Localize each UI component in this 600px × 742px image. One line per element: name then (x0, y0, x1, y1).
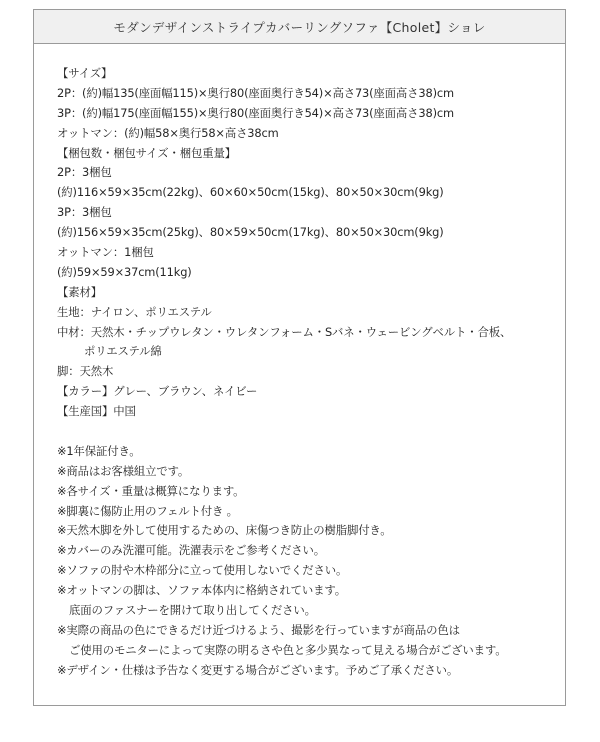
pack-3p-count: 3P：3梱包 (57, 205, 112, 220)
pack-ottoman-detail: (約)59×59×37cm(11kg) (57, 264, 192, 279)
material-fabric: 生地：ナイロン、ポリエステル (57, 304, 212, 319)
color-line: 【カラー】グレー、ブラウン、ネイビー (57, 384, 258, 399)
product-spec-panel (33, 9, 566, 706)
product-title: モダンデザインストライプカバーリングソファ【Cholet】ショレ (113, 19, 486, 35)
panel-header (34, 10, 565, 44)
size-heading: 【サイズ】 (57, 66, 113, 80)
note-washable: ※カバーのみ洗濯可能。洗濯表示をご参考ください。 (57, 543, 325, 558)
pack-2p-count: 2P：3梱包 (57, 165, 112, 180)
size-2p: 2P：(約)幅135(座面幅115)×奥行80(座面奥行き54)×高さ73(座面高さ38)cm (57, 85, 454, 100)
material-filling-cont: ポリエステル綿 (84, 344, 162, 359)
pack-ottoman-count: オットマン：1梱包 (57, 245, 154, 260)
material-heading: 【素材】 (57, 284, 102, 299)
note-resin-leg: ※天然木脚を外して使用するための、床傷つき防止の樹脂脚付き。 (57, 523, 392, 538)
size-3p: 3P：(約)幅175(座面幅155)×奥行80(座面奥行き54)×高さ73(座面高さ38)cm (57, 105, 454, 120)
note-armrest: ※ソファの肘や木枠部分に立って使用しないでください。 (57, 563, 348, 578)
spec-content (57, 64, 562, 681)
note-warranty: ※1年保証付き。 (57, 443, 141, 458)
note-felt: ※脚裏に傷防止用のフェルト付き 。 (57, 503, 238, 518)
note-assembly: ※商品はお客様組立です。 (57, 463, 190, 478)
pack-2p-detail: (約)116×59×35cm(22kg)、60×60×50cm(15kg)、80×50×30cm(9kg) (57, 185, 444, 200)
origin-line: 【生産国】中国 (57, 404, 136, 419)
material-leg: 脚：天然木 (57, 364, 114, 379)
note-color-diff: ※実際の商品の色にできるだけ近づけるよう、撮影を行っていますが商品の色は (57, 622, 460, 637)
size-ottoman: オットマン：(約)幅58×奥行58×高さ38cm (57, 125, 279, 140)
pack-heading: 【梱包数・梱包サイズ・梱包重量】 (57, 145, 236, 160)
section-spacer (57, 422, 562, 442)
pack-3p-detail: (約)156×59×35cm(25kg)、80×59×50cm(17kg)、80×50×30cm(9kg) (57, 225, 444, 240)
note-color-diff-cont: ご使用のモニターによって実際の明るさや色と多少異なって見える場合がございます。 (69, 642, 507, 657)
note-design-change: ※デザイン・仕様は予告なく変更する場合がございます。予めご了承ください。 (57, 662, 459, 677)
material-filling: 中材：天然木・チップウレタン・ウレタンフォーム・Sバネ・ウェービングベルト・合板、 (57, 324, 512, 339)
note-ottoman-legs-cont: 底面のファスナーを開けて取り出してください。 (69, 603, 316, 618)
note-ottoman-legs: ※オットマンの脚は、ソファ本体内に格納されています。 (57, 583, 346, 598)
note-approx: ※各サイズ・重量は概算になります。 (57, 483, 245, 498)
